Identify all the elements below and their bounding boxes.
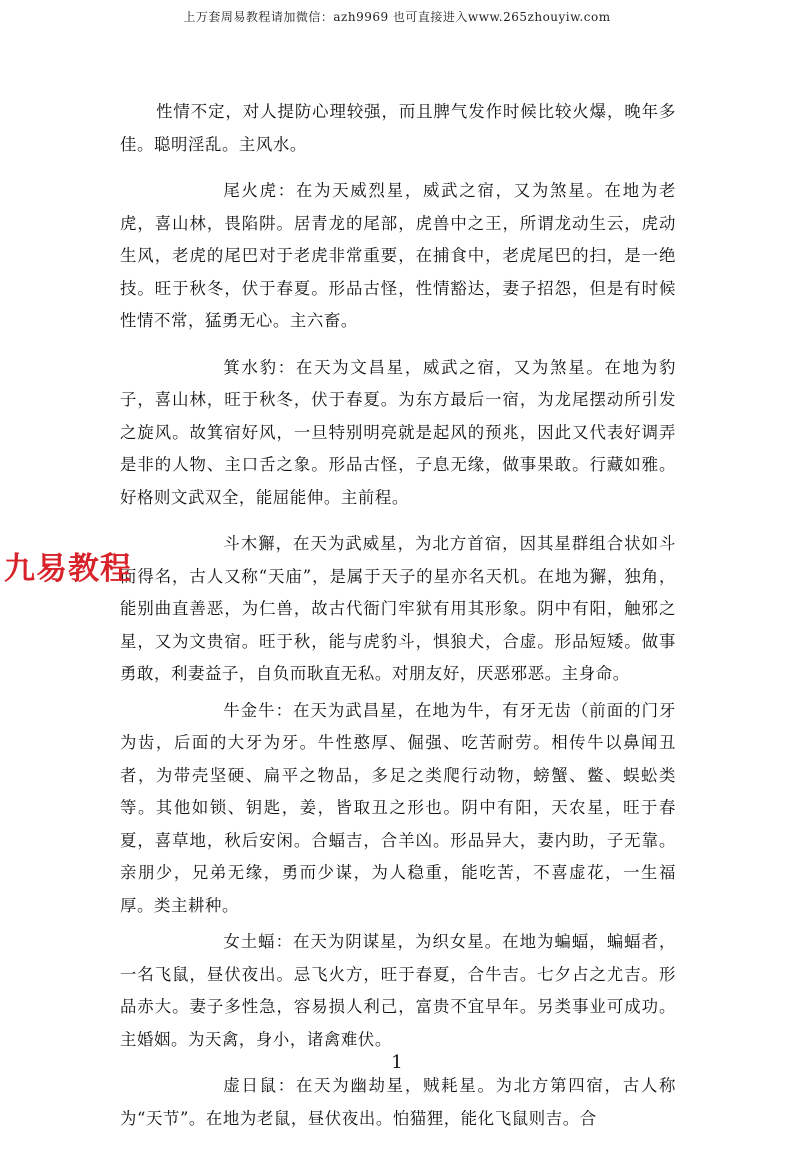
watermark-logo: 九易教程	[4, 551, 132, 587]
document-body	[120, 96, 676, 1149]
paragraph-niu-jin-niu: 牛金牛：在天为武昌星，在地为牛，有牙无齿（前面的门牙为齿，后面的大牙为牙。牛性憨厚、倔强、吃苦耐劳。相传牛以鼻闻丑者，为带壳坚硬、扁平之物品，多足之类爬行动物，螃蟹、鳖、蜈蚣类等。其他如锁、钥匙，姜，皆取丑之形也。阴中有阳，天农星，旺于春夏，喜草地，秋后安闲。合蝠吉，合羊凶。形品异大，妻内助，子无靠。亲朋少，兄弟无缘，勇而少谋，为人稳重，能吃苦，不喜虚花，一生福厚。类主耕种。	[120, 700, 676, 915]
page-number: 1	[391, 1052, 403, 1073]
paragraph-dou-mu-xie: 斗木獬，在天为武威星，为北方首宿，因其星群组合状如斗而得名，古人又称“天庙”，是属于天子的星亦名天机。在地为獬，独角，能别曲直善恶，为仁兽，故古代衙门牢狱有用其形象。阴中有阳，触邪之星，又为文贵宿。旺于秋，能与虎豹斗，惧狼犬，合虚。形品短矮。做事勇敢，利妻益子，自负而耿直无私。对朋友好，厌恶邪恶。主身命。	[120, 534, 676, 683]
page-header: 上万套周易教程请加微信：azh9969 也可直接进入www.265zhouyiw.com	[183, 10, 611, 24]
paragraph-nv-tu-fu: 女土蝠：在天为阴谋星，为织女星。在地为蝙蝠，蝙蝠者，一名飞鼠，昼伏夜出。忌飞火方，旺于春夏，合牛吉。七夕占之尤吉。形品赤大。妻子多性急，容易损人利己，富贵不宜早年。另类事业可成功。主婚姻。为天禽，身小，诸禽难伏。	[120, 932, 676, 1049]
paragraph-intro: 性情不定，对人提防心理较强，而且脾气发作时候比较火爆，晚年多佳。聪明淫乱。主风水。	[120, 102, 676, 154]
paragraph-wei-huo-hu: 尾火虎：在为天威烈星，威武之宿，又为煞星。在地为老虎，喜山林，畏陷阱。居青龙的尾部，虎兽中之王，所谓龙动生云，虎动生风，老虎的尾巴对于老虎非常重要，在捕食中，老虎尾巴的扫，是一绝技。旺于秋冬，伏于春夏。形品古怪，性情豁达，妻子招怨，但是有时候性情不常，猛勇无心。主六畜。	[120, 181, 676, 330]
paragraph-ji-shui-bao: 箕水豹：在天为文昌星，威武之宿，又为煞星。在地为豹子，喜山林，旺于秋冬，伏于春夏。为东方最后一宿，为龙尾摆动所引发之旋风。故箕宿好风，一旦特别明亮就是起风的预兆，因此又代表好调弄是非的人物、主口舌之象。形品古怪，子息无缘，做事果敢。行藏如雅。好格则文武双全，能屈能伸。主前程。	[120, 357, 676, 507]
paragraph-xu-ri-shu: 虚日鼠：在天为幽劫星，贼耗星。为北方第四宿，古人称为“天节”。在地为老鼠，昼伏夜出。怕猫狸，能化飞鼠则吉。合	[120, 1076, 676, 1128]
